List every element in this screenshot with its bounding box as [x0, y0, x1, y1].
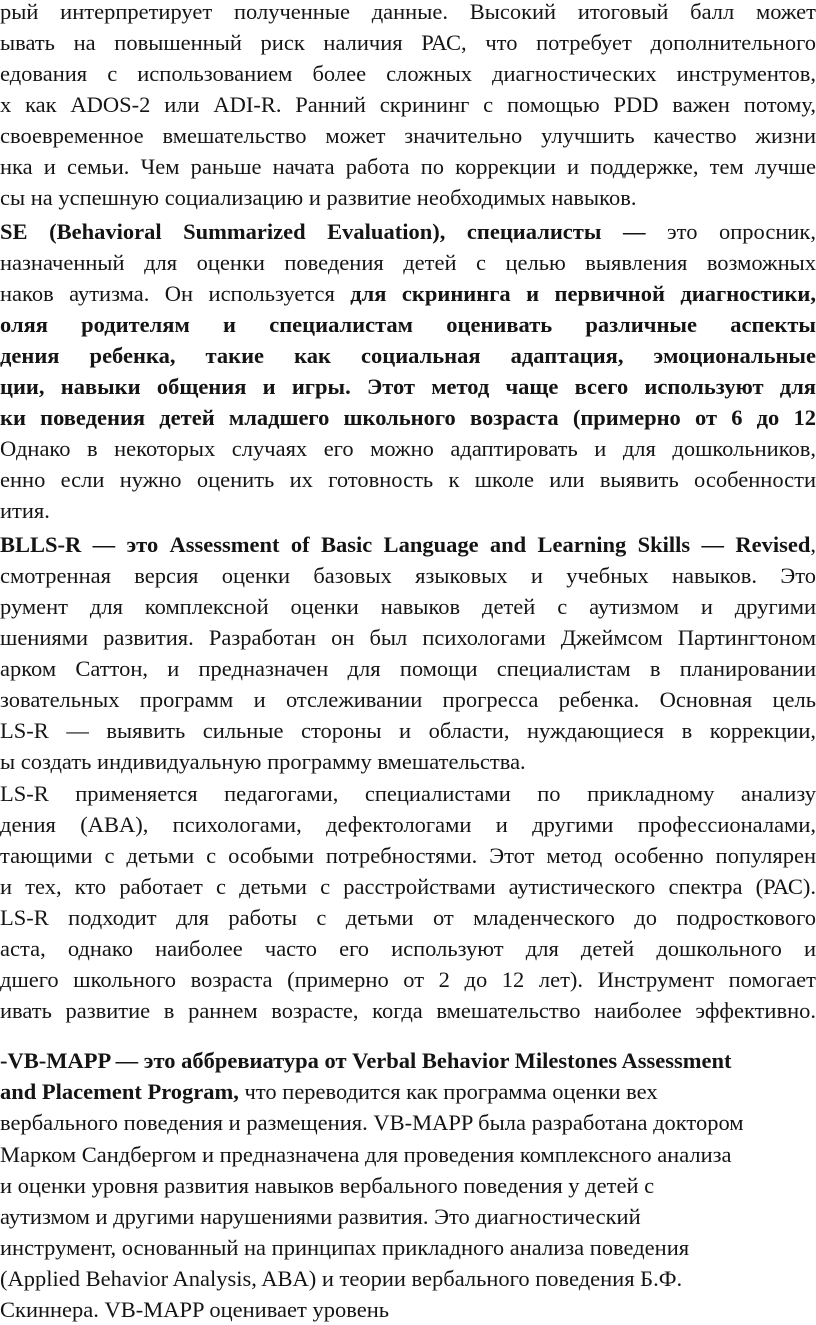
text-line: [0, 1046, 732, 1076]
text-run: Марком Сандбергом и предназначена для проведения комплексного анализа: [0, 1142, 732, 1167]
text-line: [0, 465, 816, 495]
text-line: [0, 341, 816, 371]
text-run: смотренная версия оценки базовых языковых и учебных навыков. Это: [0, 563, 816, 588]
text-run: и тех, кто работает с детьми с расстройствами аутистического спектра (РАС).: [0, 874, 816, 899]
text-run: Скиннера. VB-MAPP оценивает уровень: [0, 1297, 390, 1322]
text-line: [0, 685, 816, 715]
bold-text-run: оляя родителям и специалистам оценивать различные аспекты: [0, 312, 816, 337]
text-run: инструмент, основанный на принципах прикладного анализа поведения: [0, 1235, 690, 1260]
text-run: енно если нужно оценить их готовность к школе или выявить особенности: [0, 467, 816, 492]
text-run: наков аутизма. Он используется: [0, 281, 351, 306]
bold-text-run: -VB-MAPP — это аббревиатура от Verbal Behavior Milestones Assessment: [0, 1048, 732, 1073]
text-run: нка и семьи. Чем раньше начата работа по коррекции и поддержке, тем лучше: [0, 154, 816, 179]
text-line: [0, 434, 816, 464]
text-line: [0, 183, 816, 213]
text-line: [0, 654, 816, 684]
text-run: ивать развитие в раннем возрасте, когда вмешательство наиболее эффективно.: [0, 998, 816, 1023]
text-line: [0, 0, 816, 27]
text-line: [0, 1202, 641, 1232]
text-line: [0, 747, 816, 777]
text-line: [0, 934, 816, 964]
text-line: [0, 403, 816, 433]
text-run: арком Саттон, и предназначен для помощи специалистам в планировании: [0, 656, 816, 681]
text-line: [0, 1171, 654, 1201]
bold-text-run: SE (Behavioral Summarized Evaluation), специалисты —: [0, 219, 646, 244]
text-line: [0, 1140, 732, 1170]
text-line: [0, 59, 816, 89]
text-run: и оценки уровня развития навыков вербального поведения у детей с: [0, 1173, 655, 1198]
text-run: Однако в некоторых случаях его можно адаптировать и для дошкольников,: [0, 436, 816, 461]
text-line: [0, 903, 816, 933]
bold-text-run: BLLS-R — это Assessment of Basic Language and Learning Skills — Revised: [0, 532, 811, 557]
text-line: [0, 872, 816, 902]
text-line: [0, 217, 816, 247]
text-run: румент для комплексной оценки навыков детей с аутизмом и другими: [0, 594, 816, 619]
text-line: [0, 530, 816, 560]
text-line: [0, 1233, 689, 1263]
text-line: [0, 716, 816, 746]
bold-text-run: ки поведения детей младшего школьного возраста (примерно от 6 до 12: [0, 405, 816, 430]
text-line: [0, 996, 816, 1026]
text-line: [0, 1077, 658, 1107]
text-line: [0, 28, 816, 58]
text-run: ывать на повышенный риск наличия РАС, что потребует дополнительного: [0, 30, 816, 55]
text-run: зовательных программ и отслеживании прогресса ребенка. Основная цель: [0, 687, 816, 712]
text-run: LS-R — выявить сильные стороны и области, нуждающиеся в коррекции,: [0, 718, 816, 743]
text-run: тающими с детьми с особыми потребностями. Этот метод особенно популярен: [0, 843, 816, 868]
bold-text-run: and Placement Program,: [0, 1079, 239, 1104]
text-line: [0, 310, 816, 340]
text-line: [0, 592, 816, 622]
text-run: LS-R подходит для работы с детьми от младенческого до подросткового: [0, 905, 816, 930]
text-run: что переводится как программа оценки вех: [238, 1079, 658, 1104]
text-run: аутизмом и другими нарушениями развития. Это диагностический: [0, 1204, 641, 1229]
text-run: назначенный для оценки поведения детей с целью выявления возможных: [0, 250, 816, 275]
text-line: [0, 1108, 744, 1138]
text-line: [0, 372, 816, 402]
text-run: сы на успешную социализацию и развитие необходимых навыков.: [0, 185, 637, 210]
text-run: ,: [810, 532, 816, 557]
text-line: [0, 779, 816, 809]
text-line: [0, 1295, 389, 1325]
text-line: [0, 279, 816, 309]
text-line: [0, 841, 816, 871]
text-line: [0, 90, 816, 120]
text-run: (Applied Behavior Analysis, ABA) и теории вербального поведения Б.Ф.: [0, 1266, 683, 1291]
text-run: вербального поведения и размещения. VB-MAPP была разработана доктором: [0, 1110, 744, 1135]
text-line: [0, 965, 816, 995]
text-run: дения (ABA), психологами, дефектологами и другими профессионалами,: [0, 812, 816, 837]
text-run: шениями развития. Разработан он был психологами Джеймсом Партингтоном: [0, 625, 816, 650]
text-run: это опросник,: [645, 219, 816, 244]
bold-text-run: ции, навыки общения и игры. Этот метод чаще всего используют для: [0, 374, 816, 399]
text-run: LS-R применяется педагогами, специалистами по прикладному анализу: [0, 781, 816, 806]
text-run: рый интерпретирует полученные данные. Высокий итоговый балл может: [0, 0, 816, 24]
bold-text-run: для скрининга и первичной диагностики,: [350, 281, 816, 306]
text-line: [0, 623, 816, 653]
text-run: ы создать индивидуальную программу вмешательства.: [0, 749, 526, 774]
text-run: дшего школьного возраста (примерно от 2 до 12 лет). Инструмент помогает: [0, 967, 816, 992]
text-run: своевременное вмешательство может значительно улучшить качество жизни: [0, 123, 816, 148]
text-line: [0, 121, 816, 151]
bold-text-run: дения ребенка, такие как социальная адаптация, эмоциональные: [0, 343, 816, 368]
text-run: ития.: [0, 498, 50, 523]
text-line: [0, 248, 816, 278]
text-line: [0, 1264, 682, 1294]
text-run: едования с использованием более сложных диагностических инструментов,: [0, 61, 816, 86]
text-line: [0, 810, 816, 840]
text-line: [0, 496, 816, 526]
text-run: аста, однако наиболее часто его используют для детей дошкольного и: [0, 936, 816, 961]
text-run: х как ADOS-2 или ADI-R. Ранний скрининг с помощью PDD важен потому,: [0, 92, 816, 117]
text-line: [0, 152, 816, 182]
text-line: [0, 561, 816, 591]
